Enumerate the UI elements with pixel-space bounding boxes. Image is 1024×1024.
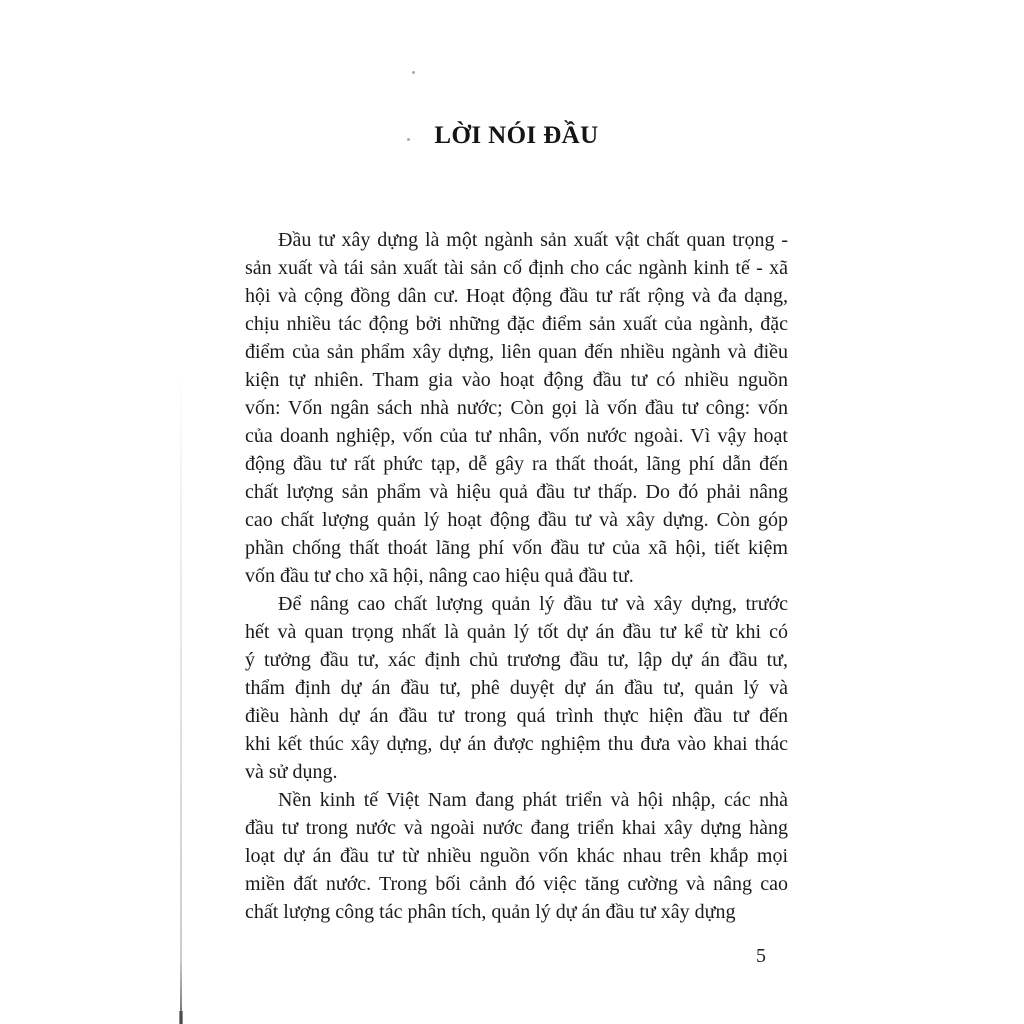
text-line: loạt dự án đầu tư từ nhiều nguồn vốn khác nhau trên khắp mọi bbox=[245, 845, 788, 867]
scan-edge-shadow bbox=[180, 370, 182, 1024]
text-line: điều hành dự án đầu tư trong quá trình thực hiện đầu tư đến bbox=[245, 705, 788, 727]
text-line: vốn đầu tư cho xã hội, nâng cao hiệu quả đầu tư. bbox=[245, 565, 634, 587]
text-line: và sử dụng. bbox=[245, 761, 338, 783]
text-line: phần chống thất thoát lãng phí vốn đầu tư của xã hội, tiết kiệm bbox=[245, 537, 788, 559]
text-line: thẩm định dự án đầu tư, phê duyệt dự án đầu tư, quản lý và bbox=[245, 677, 788, 699]
text-line: hết và quan trọng nhất là quản lý tốt dự án đầu tư kể từ khi có bbox=[245, 621, 788, 643]
scan-edge-shadow-foot bbox=[179, 1011, 183, 1024]
text-line: miền đất nước. Trong bối cảnh đó việc tăng cường và nâng cao bbox=[245, 873, 788, 895]
text-line: chịu nhiều tác động bởi những đặc điểm sản xuất của ngành, đặc bbox=[245, 313, 788, 335]
text-line: chất lượng công tác phân tích, quản lý dự án đầu tư xây dựng bbox=[245, 901, 736, 923]
text-line: Để nâng cao chất lượng quản lý đầu tư và xây dựng, trước bbox=[278, 593, 788, 615]
text-line: của doanh nghiệp, vốn của tư nhân, vốn nước ngoài. Vì vậy hoạt bbox=[245, 425, 788, 447]
text-line: cao chất lượng quản lý hoạt động đầu tư và xây dựng. Còn góp bbox=[245, 509, 788, 531]
page-number: 5 bbox=[756, 945, 766, 967]
text-line: động đầu tư rất phức tạp, dễ gây ra thất thoát, lãng phí dẫn đến bbox=[245, 453, 788, 475]
text-line: hội và cộng đồng dân cư. Hoạt động đầu tư rất rộng và đa dạng, bbox=[245, 285, 788, 307]
text-line: kiện tự nhiên. Tham gia vào hoạt động đầu tư có nhiều nguồn bbox=[245, 369, 788, 391]
text-line: Đầu tư xây dựng là một ngành sản xuất vật chất quan trọng - bbox=[278, 229, 788, 251]
text-line: khi kết thúc xây dựng, dự án được nghiệm thu đưa vào khai thác bbox=[245, 733, 788, 755]
text-line: ý tưởng đầu tư, xác định chủ trương đầu tư, lập dự án đầu tư, bbox=[245, 649, 788, 671]
scan-speck bbox=[412, 71, 415, 74]
page-title: LỜI NÓI ĐẦU bbox=[434, 122, 599, 149]
text-line: sản xuất và tái sản xuất tài sản cố định cho các ngành kinh tế - xã bbox=[245, 257, 788, 279]
text-line: điểm của sản phẩm xây dựng, liên quan đến nhiều ngành và điều bbox=[245, 341, 788, 363]
text-line: chất lượng sản phẩm và hiệu quả đầu tư thấp. Do đó phải nâng bbox=[245, 481, 788, 503]
text-line: đầu tư trong nước và ngoài nước đang triển khai xây dựng hàng bbox=[245, 817, 788, 839]
text-line: vốn: Vốn ngân sách nhà nước; Còn gọi là vốn đầu tư công: vốn bbox=[245, 397, 788, 419]
text-line: Nền kinh tế Việt Nam đang phát triển và hội nhập, các nhà bbox=[278, 789, 788, 811]
body-text bbox=[245, 226, 788, 926]
